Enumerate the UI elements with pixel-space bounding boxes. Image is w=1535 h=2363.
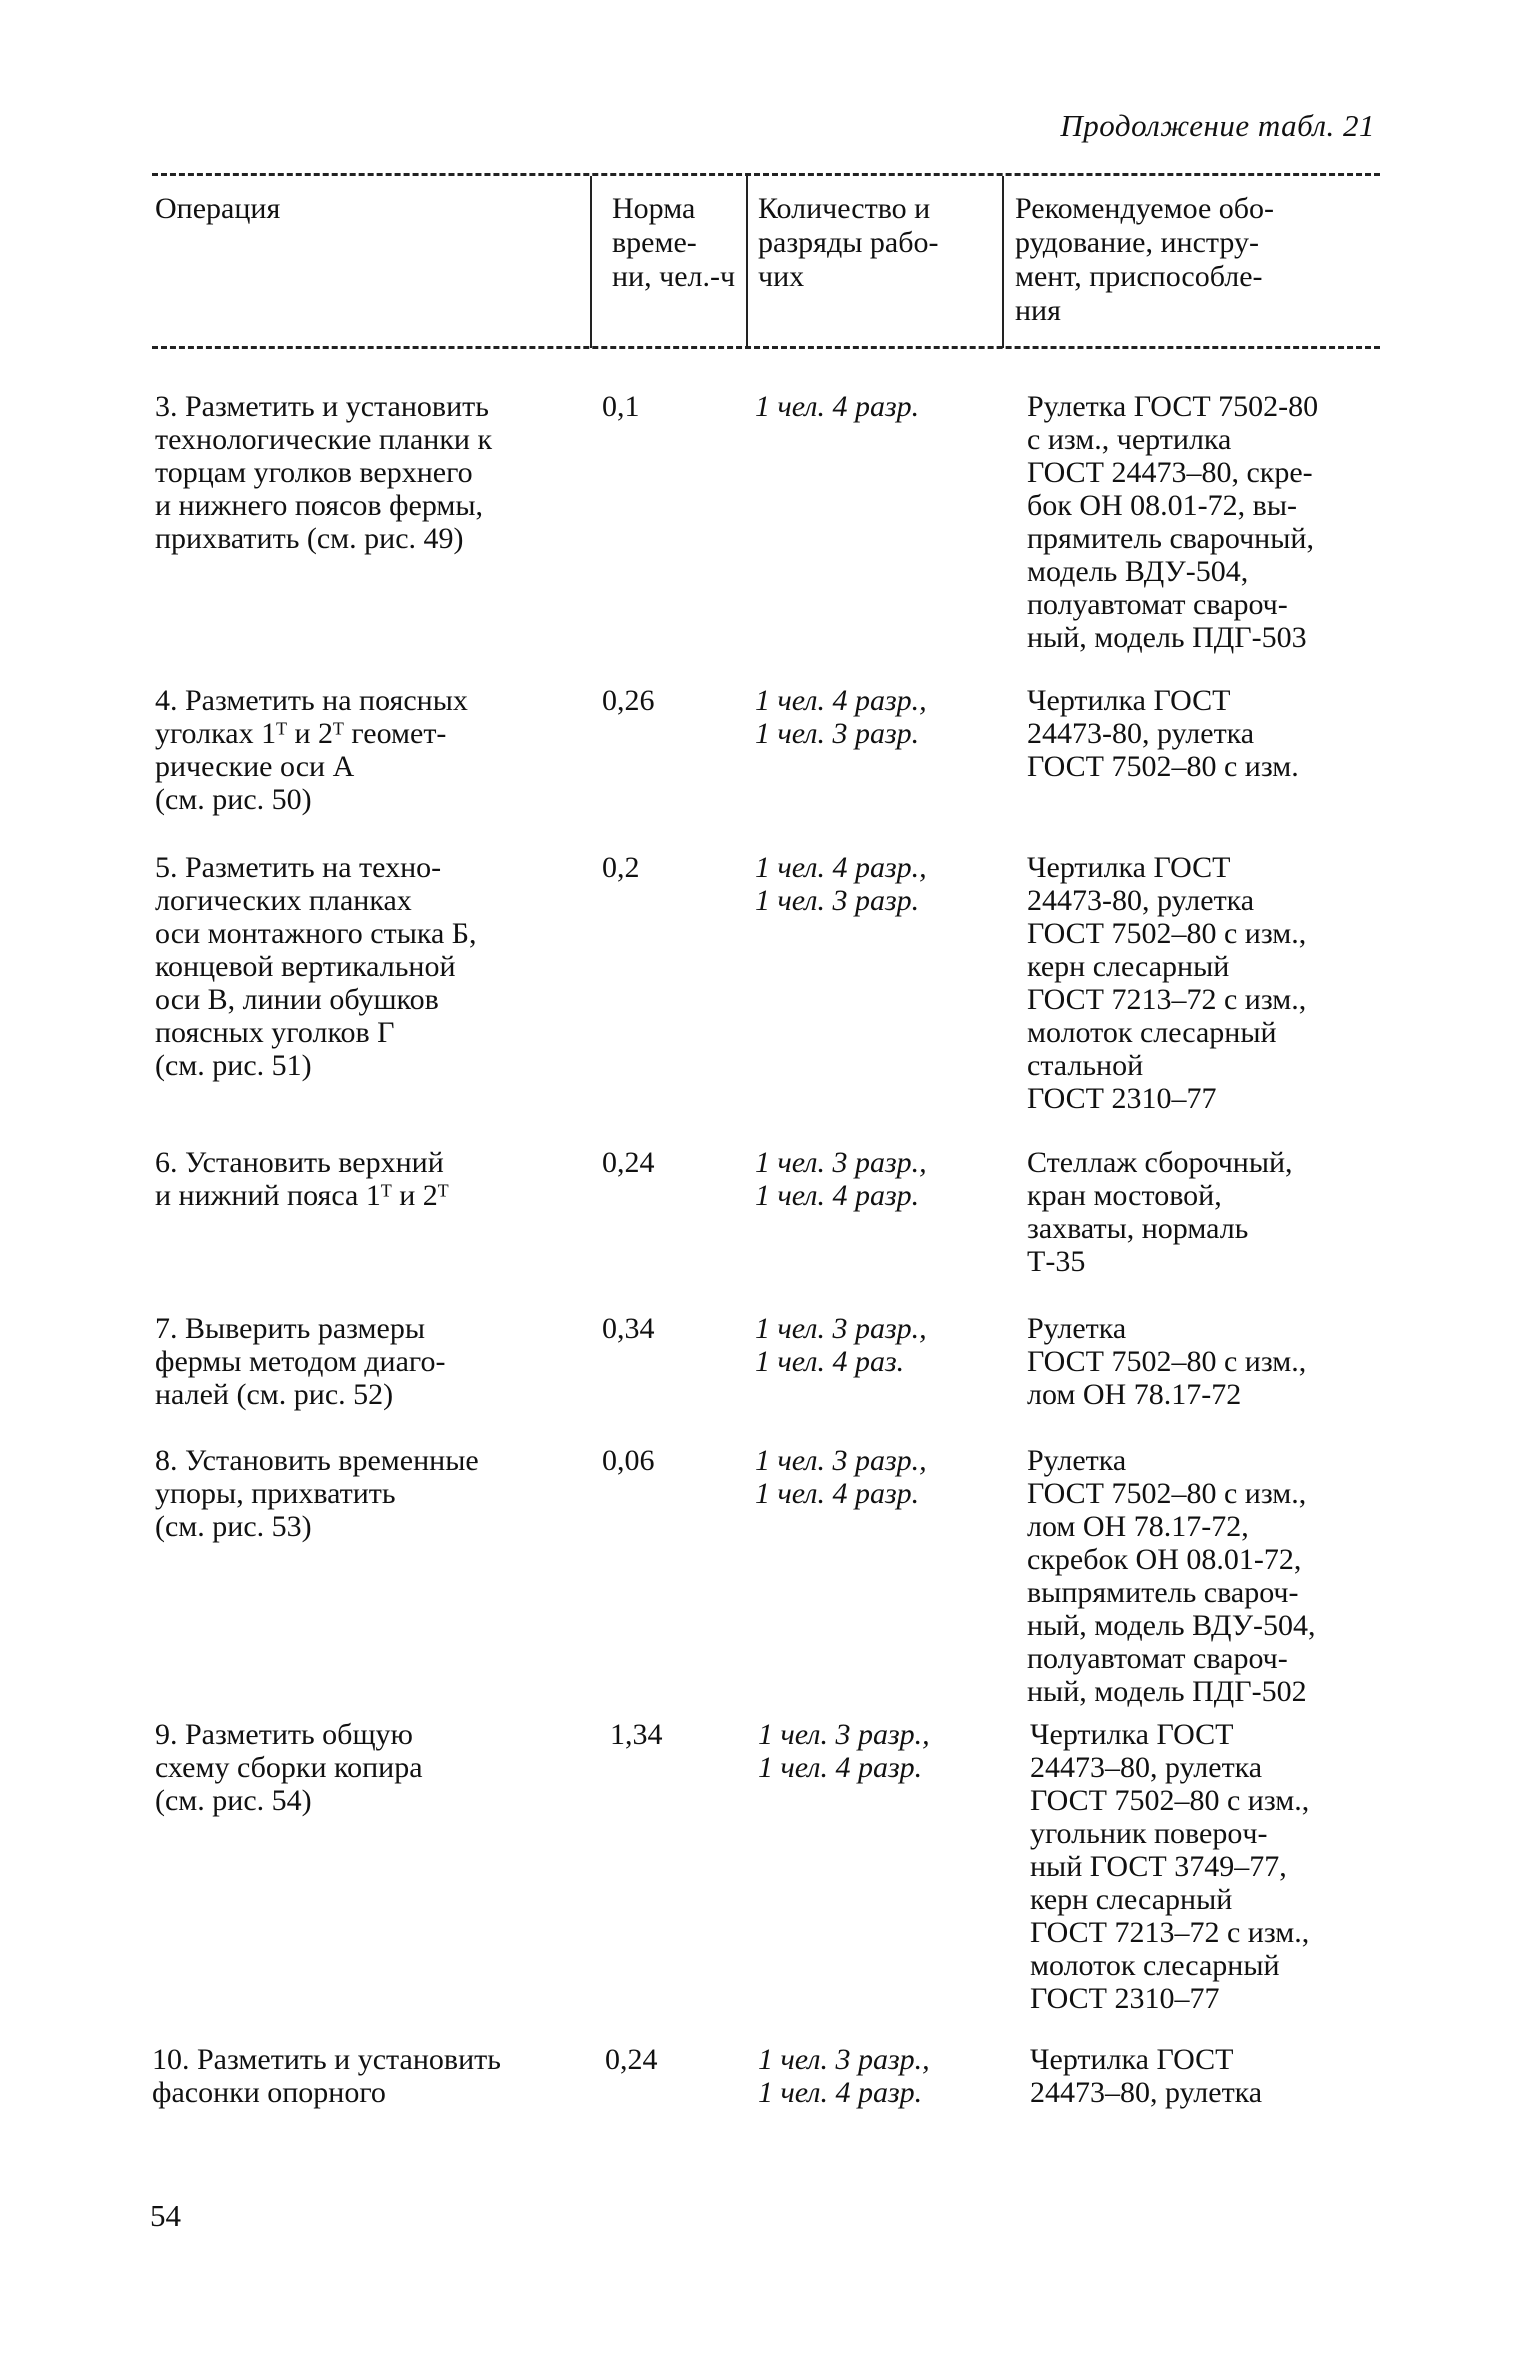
row-6-operation: 6. Установить верхний и нижний пояса 1ᵀ и 2ᵀ [155, 1146, 449, 1212]
row-3-operation: 3. Разметить и установить технологические планки к торцам уголков верхнего и нижнего поясов фермы, прихватить (см. рис. 49) [155, 390, 493, 555]
continuation-title: Продолжение табл. 21 [1060, 108, 1375, 143]
row-10-operation: 10. Разметить и установить фасонки опорного [152, 2043, 501, 2109]
row-6-norm: 0,24 [602, 1146, 655, 1179]
row-7-norm: 0,34 [602, 1312, 655, 1345]
row-9-norm: 1,34 [610, 1718, 663, 1751]
row-5-workers: 1 чел. 4 разр., 1 чел. 3 разр. [755, 851, 927, 917]
row-8-norm: 0,06 [602, 1444, 655, 1477]
row-6-workers: 1 чел. 3 разр., 1 чел. 4 разр. [755, 1146, 927, 1212]
row-7-equipment: Рулетка ГОСТ 7502–80 с изм., лом ОН 78.17-72 [1027, 1312, 1307, 1411]
header-operation: Операция [155, 192, 281, 225]
row-4-norm: 0,26 [602, 684, 655, 717]
row-9-operation: 9. Разметить общую схему сборки копира (см. рис. 54) [155, 1718, 423, 1817]
row-4-workers: 1 чел. 4 разр., 1 чел. 3 разр. [755, 684, 927, 750]
page-number: 54 [150, 2198, 181, 2233]
row-9-workers: 1 чел. 3 разр., 1 чел. 4 разр. [758, 1718, 930, 1784]
table-top-rule [152, 173, 1380, 176]
row-4-operation: 4. Разметить на поясных уголках 1ᵀ и 2ᵀ геомет- рические оси А (см. рис. 50) [155, 684, 468, 816]
row-4-equipment: Чертилка ГОСТ 24473-80, рулетка ГОСТ 7502–80 с изм. [1027, 684, 1299, 783]
header-divider-2 [746, 176, 748, 348]
header-norm: Норма време- ни, чел.-ч [612, 192, 736, 293]
header-divider-3 [1002, 176, 1004, 348]
row-9-equipment: Чертилка ГОСТ 24473–80, рулетка ГОСТ 7502–80 с изм., угольник поверoч- ный ГОСТ 3749–77, керн слесарный ГОСТ 7213–72 с изм., молоток слесарный ГОСТ 2310–77 [1030, 1718, 1310, 2015]
row-7-workers: 1 чел. 3 разр., 1 чел. 4 раз. [755, 1312, 927, 1378]
header-bottom-rule [152, 346, 1380, 349]
header-workers: Количество и разряды рабо- чих [758, 192, 939, 293]
row-10-workers: 1 чел. 3 разр., 1 чел. 4 разр. [758, 2043, 930, 2109]
row-5-norm: 0,2 [602, 851, 640, 884]
row-8-equipment: Рулетка ГОСТ 7502–80 с изм., лом ОН 78.17-72, скребок ОН 08.01-72, выпрямитель свароч- ный, модель ВДУ-504, полуавтомат свароч- ный, модель ПДГ-502 [1027, 1444, 1316, 1708]
row-8-operation: 8. Установить временные упоры, прихватить (см. рис. 53) [155, 1444, 479, 1543]
row-10-norm: 0,24 [605, 2043, 658, 2076]
header-equipment: Рекомендуемое обо- рудование, инстру- мент, приспособле- ния [1015, 192, 1275, 327]
row-8-workers: 1 чел. 3 разр., 1 чел. 4 разр. [755, 1444, 927, 1510]
row-3-workers: 1 чел. 4 разр. [755, 390, 920, 423]
row-3-norm: 0,1 [602, 390, 640, 423]
row-5-operation: 5. Разметить на техно- логических планках оси монтажного стыка Б, концевой вертикальной оси В, линии обушков поясных уголков Г (см. рис. 51) [155, 851, 477, 1082]
row-5-equipment: Чертилка ГОСТ 24473-80, рулетка ГОСТ 7502–80 с изм., керн слесарный ГОСТ 7213–72 с изм., молоток слесарный стальной ГОСТ 2310–77 [1027, 851, 1307, 1115]
row-10-equipment: Чертилка ГОСТ 24473–80, рулетка [1030, 2043, 1263, 2109]
row-3-equipment: Рулетка ГОСТ 7502-80 с изм., чертилка ГОСТ 24473–80, скре- бок ОН 08.01-72, вы- прямитель сварочный, модель ВДУ-504, полуавтомат свароч- ный, модель ПДГ-503 [1027, 390, 1319, 654]
header-divider-1 [590, 176, 592, 348]
row-7-operation: 7. Выверить размеры фермы методом диаго- налей (см. рис. 52) [155, 1312, 446, 1411]
row-6-equipment: Стеллаж сборочный, кран мостовой, захваты, нормаль Т-35 [1027, 1146, 1293, 1278]
